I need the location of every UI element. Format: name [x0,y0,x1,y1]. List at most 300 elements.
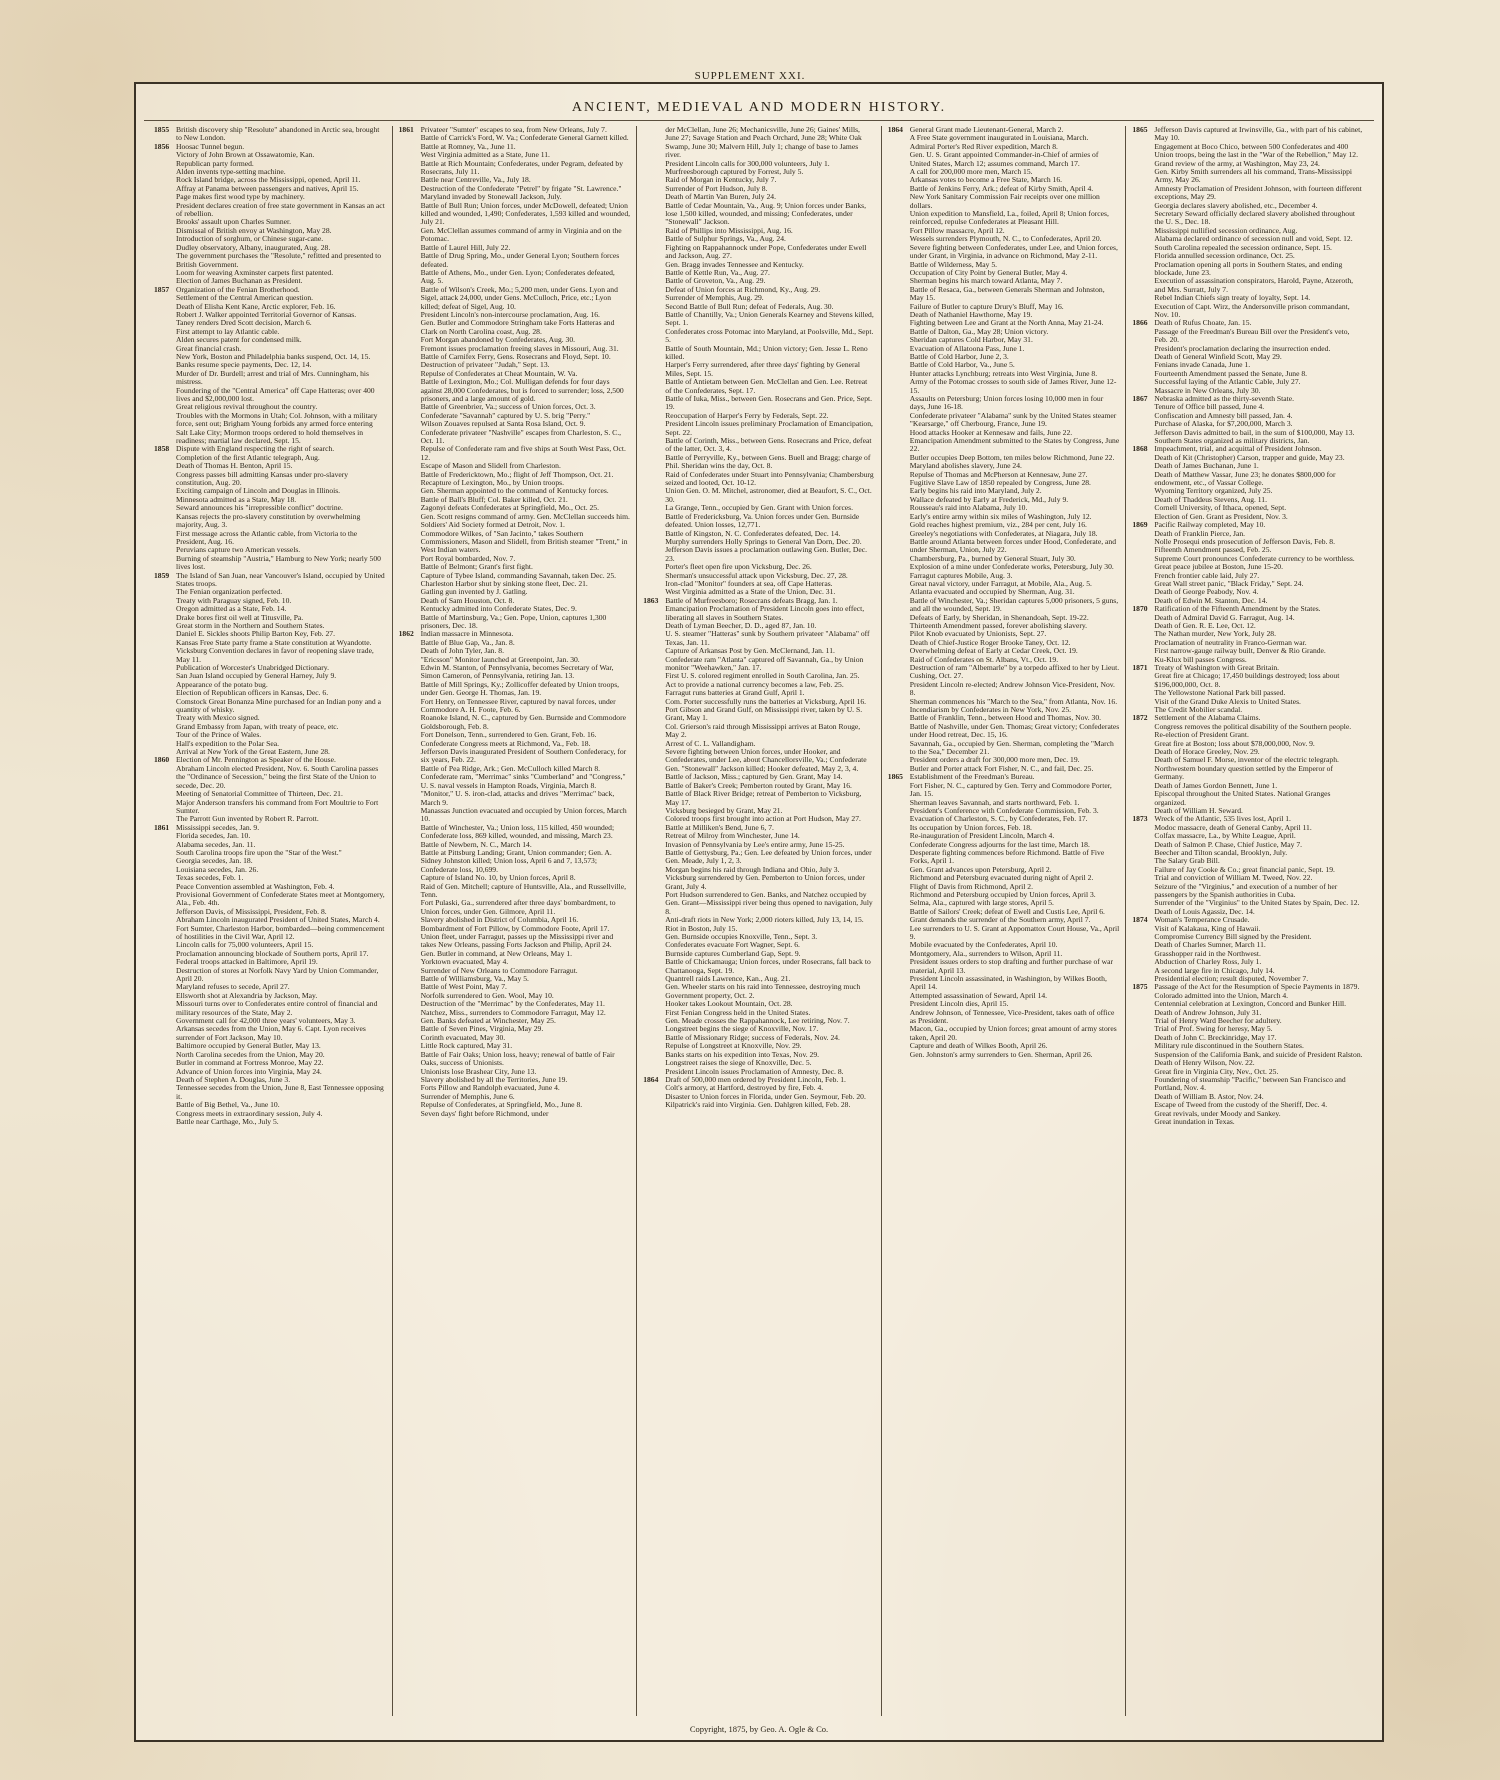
entry-text: Abraham Lincoln elected President, Nov. 6. South Carolina passes the "Ordinance of Secession," being the first State of the Union to secede, Dec. 20. [176,763,379,790]
entry-text: Battle of Jenkins Ferry, Ark.; defeat of Kirby Smith, April 4. [909,183,1094,193]
entry-text: Tennessee secedes from the Union, June 8, East Tennessee opposing it. [176,1083,384,1101]
entry-text: Great fire in Virginia City, Nev., Oct. 25. [1154,1066,1279,1076]
history-entry [399,773,631,790]
entry-text: Settlement of the Alabama Claims. [1154,713,1261,723]
entry-year [399,572,421,580]
entry-text: Battle of Carnifex Ferry, Gens. Rosecrans and Floyd, Sept. 10. [420,351,611,361]
entry-text: Death of George Peabody, Nov. 4. [1154,587,1259,597]
entry-year [1132,202,1154,210]
history-entry [154,1084,386,1101]
entry-text: Rock Island bridge, across the Mississippi, opened, April 11. [176,175,361,185]
entry-text: Battle of Newbern, N. C., March 14. [420,839,532,849]
entry-text: Charleston Harbor shut by sinking stone fleet, Dec. 21. [420,578,588,588]
entry-year [1132,530,1154,538]
entry-year [643,261,665,269]
entry-year [643,1000,665,1008]
history-entry [643,361,875,378]
history-entry [399,1051,631,1068]
entry-text: Failure of Butler to capture Drury's Bluff, May 16. [909,301,1064,311]
entry-text: Draft of 500,000 men ordered by President Lincoln, Feb. 1. [665,1074,846,1084]
history-entry [643,202,875,227]
entry-text: Completion of the first Atlantic telegraph, Aug. [176,452,320,462]
history-entry [399,664,631,681]
entry-year [888,555,910,563]
entry-year [399,841,421,849]
entry-year [888,908,910,916]
entry-text: Battle of Kettle Run, Va., Aug. 27. [665,267,770,277]
entry-year [888,378,910,395]
entry-text: Battle of Corinth, Miss., between Gens. Rosecrans and Price, defeat of the latter, Oct. 3, 4. [665,436,872,454]
history-entry [1132,765,1364,782]
entry-text: Woman's Temperance Crusade. [1154,915,1250,925]
history-entry [888,1009,1120,1026]
entry-year [399,916,421,924]
entry-text: Gen. Grant advances upon Petersburg, April 2. [909,864,1052,874]
entry-year [154,185,176,193]
entry-text: Surrender of New Orleans to Commodore Farragut. [420,965,578,975]
entry-year [643,1101,665,1109]
history-entry [643,437,875,454]
entry-year [888,370,910,378]
entry-text: Wilson Zouaves repulsed at Santa Rosa Island, Oct. 9. [420,419,586,429]
entry-year: 1865 [887,772,903,782]
entry-year [643,420,665,437]
entry-text: Rebel Indian Chiefs sign treaty of loyalty, Sept. 14. [1154,293,1311,303]
history-entry [154,1025,386,1042]
history-entry [888,958,1120,975]
entry-year: 1858 [154,444,170,454]
entry-year [1132,1009,1154,1017]
entry-year [643,698,665,706]
history-entry [643,395,875,412]
entry-year [1132,1000,1154,1008]
entry-text: Battle of Mill Springs, Ky.; Zollicoffer defeated by Union troops, under Gen. George H. Thomas, Jan. 19. [420,679,620,698]
entry-year [399,286,421,311]
entry-text: Disaster to Union forces in Florida, under Gen. Seymour, Feb. 20. [665,1091,866,1101]
entry-year [643,378,665,395]
entry-text: Tenure of Office bill passed, June 4. [1154,402,1265,412]
entry-year [888,622,910,630]
entry-text: Battle at Romney, Va., June 11. [420,141,516,151]
entry-year [1132,841,1154,849]
entry-year [643,202,665,227]
entry-year [154,513,176,530]
entry-text: Butler in command at Fortress Monroe, May 22. [176,1058,324,1068]
entry-year [1132,1051,1154,1059]
entry-year [154,530,176,547]
entry-year [154,723,176,731]
entry-text: Election of Gen. Grant as President, Nov. 3. [1154,511,1288,521]
entry-text: Death of Martin Van Buren, July 24. [665,192,776,202]
entry-year [888,395,910,412]
entry-year [888,1009,910,1026]
entry-text: Defeat of Union forces at Richmond, Ky., Aug. 29. [665,284,821,294]
entry-text: Military rule discontinued in the Southern States. [1154,1041,1304,1051]
entry-year [888,614,910,622]
entry-text: Com. Porter successfully runs the batteries at Vicksburg, April 16. [665,696,867,706]
entry-text: Gen. Kirby Smith surrenders all his command, Trans-Mississippi Army, May 26. [1154,167,1353,185]
entry-text: Chambersburg, Pa., burned by General Stuart, July 30. [909,553,1076,563]
entry-year: 1875 [1132,982,1148,992]
entry-text: Vicksburg surrendered by Gen. Pemberton to Union forces, under Grant, July 4. [665,873,865,891]
entry-text: San Juan Island occupied by General Harney, July 9. [176,671,337,681]
entry-year [399,496,421,504]
entry-year [154,714,176,722]
entry-text: Battle of Blue Gap, Va., Jan. 8. [420,637,515,647]
history-entry [643,723,875,740]
entry-text: Battle at Milliken's Bend, June 6, 7. [665,822,774,832]
entry-text: Establishment of the Freedman's Bureau. [909,772,1035,782]
entry-year [1132,1110,1154,1118]
entry-text: Bombardment of Fort Pillow, by Commodore Foote, April 17. [420,923,610,933]
entry-year [154,319,176,327]
entry-text: Gen. Sherman appointed to the command of Kentucky forces. [420,486,609,496]
entry-text: Beecher and Tilton scandal, Brooklyn, July. [1154,847,1288,857]
entry-text: Yorktown evacuated, May 4. [420,957,509,967]
entry-text: Richmond and Petersburg evacuated during night of April 2. [909,873,1094,883]
entry-year [1132,790,1154,807]
entry-year [399,1042,421,1050]
history-entry [154,252,386,269]
history-entry [399,319,631,336]
entry-text: Great inundation in Texas. [1154,1116,1235,1126]
entry-year [1132,252,1154,260]
entry-year [643,1017,665,1025]
entry-text: Missouri turns over to Confederates entire control of financial and military resources of the State, May 2. [176,999,378,1017]
history-entry [643,958,875,975]
entry-text: Battle of Iuka, Miss., between Gen. Rosecrans and Gen. Price, Sept. 19. [665,394,873,412]
entry-year [154,202,176,219]
entry-text: Wessels surrenders Plymouth, N. C., to Confederates, April 20. [909,234,1102,244]
entry-year [399,160,421,177]
entry-year [154,218,176,226]
entry-year [154,1110,176,1118]
entry-text: Northwestern boundary question settled by the Emperor of Germany. [1154,763,1333,782]
entry-text: Publication of Worcester's Unabridged Dictionary. [176,663,330,672]
entry-text: Great storm in the Northern and Southern States. [176,620,325,630]
entry-year [399,336,421,344]
column-2 [393,126,638,1716]
entry-year [1132,782,1154,790]
entry-text: Death of Matthew Vassar, June 23; he donates $800,000 for endowment, etc., of Vassar College. [1154,469,1336,488]
entry-year [1132,370,1154,378]
entry-year [888,471,910,479]
entry-text: Confederates evacuate Fort Wagner, Sept. 6. [665,940,800,950]
history-entry [1132,126,1364,143]
entry-text: Death of Thaddeus Stevens, Aug. 11. [1154,494,1267,504]
entry-year [399,1076,421,1084]
entry-year [154,1068,176,1076]
entry-year [888,664,910,681]
entry-text: Jefferson Davis captured at Irwinsville, Ga., with part of his cabinet, May 10. [1154,126,1363,143]
entry-year [888,639,910,647]
entry-text: Modoc massacre, death of General Canby, April 11. [1154,822,1312,832]
entry-text: First narrow-gauge railway built, Denver & Rio Grande. [1154,646,1326,656]
entry-year [643,176,665,184]
entry-year [399,588,421,596]
entry-text: Andrew Johnson, of Tennessee, Vice-President, takes oath of office as President. [909,1007,1115,1026]
entry-year [643,916,665,924]
entry-year [154,471,176,488]
entry-year [399,958,421,966]
entry-year [888,572,910,580]
entry-year [399,773,421,790]
entry-year [1132,941,1154,949]
entry-year [1132,723,1154,731]
entry-text: La Grange, Tenn., occupied by Gen. Grant with Union forces. [665,503,854,513]
history-entry [888,193,1120,210]
entry-text: Battle of Cold Harbor, Va., June 5. [909,360,1015,370]
entry-text: Slavery abolished by all the Territories, June 19. [420,1074,568,1084]
entry-year [399,597,421,605]
entry-text: Battle of West Point, May 7. [420,982,507,992]
entry-text: Repulse of Thomas and McPherson at Kennesaw, June 27. [909,469,1088,479]
entry-text: Nebraska admitted as the thirty-seventh State. [1154,394,1294,403]
entry-text: Battle at Rich Mountain; Confederates, under Pegram, defeated by Rosecrans, July 11. [420,158,624,177]
entry-year [888,916,910,924]
entry-text: Death of Kit (Christopher) Carson, trapper and guide, May 23. [1154,452,1345,462]
entry-text: Desperate fighting commences before Richmond. Battle of Five Forks, April 1. [909,847,1105,866]
entry-year [888,227,910,235]
entry-year [643,227,665,235]
entry-text: Battle of Seven Pines, Virginia, May 29. [420,1024,544,1034]
entry-text: Edwin M. Stanton, of Pennsylvania, becomes Secretary of War, Simon Cameron, of Pennsylvania, retiring Jan. 13. [420,663,614,681]
entry-year [154,967,176,984]
entry-text: Capture of Arkansas Post by Gen. McClernand, Jan. 11. [665,646,835,656]
entry-year [1132,361,1154,369]
entry-text: Repulse of Confederate ram and five ships at South West Pass, Oct. 12. [420,444,626,462]
entry-year [154,328,176,336]
entry-year: 1868 [1132,444,1148,454]
entry-text: West Virginia admitted as a State of the Union, Dec. 31. [665,587,836,597]
entry-text: Arrest of C. L. Vallandigham. [665,738,756,748]
entry-year [643,849,665,866]
entry-year [154,639,176,647]
entry-text: Capture and death of Wilkes Booth, April 26. [909,1041,1048,1051]
entry-text: Georgia secedes, Jan. 18. [176,856,253,866]
entry-year [643,563,665,571]
entry-year [399,656,421,664]
entry-text: Gatling gun invented by J. Gatling. [420,587,528,597]
history-entry [1132,303,1364,320]
entry-year [888,168,910,176]
entry-year [888,513,910,521]
entry-year [399,412,421,420]
entry-year [154,252,176,269]
entry-text: Sherman commences his "March to the Sea," from Atlanta, Nov. 16. [909,696,1118,706]
entry-text: Longstreet raises the siege of Knoxville, Dec. 5. [665,1058,812,1068]
entry-year [888,429,910,437]
entry-text: Arkansas secedes from the Union, May 6. Capt. Lyon receives surrender of Fort Jackson, May 10. [176,1024,366,1042]
entry-text: Battle of Nashville, under Gen. Thomas; Great victory; Confederates under Hood retreat, Dec. 15, 16. [909,721,1120,740]
history-entry [643,513,875,530]
entry-year: 1874 [1132,915,1148,925]
entry-year [888,244,910,261]
entry-text: First attempt to lay Atlantic cable. [176,326,280,336]
entry-year [888,815,910,823]
history-entry [399,252,631,269]
entry-year [643,841,665,849]
entry-year [154,765,176,790]
entry-text: Gen. Bragg invades Tennessee and Kentucky. [665,259,804,269]
entry-year [1132,1093,1154,1101]
entry-year [399,605,421,613]
entry-year [154,622,176,630]
history-entry [1132,261,1364,278]
entry-year [154,925,176,942]
entry-text: Manassas Junction evacuated and occupied by Union forces, March 10. [420,805,627,824]
entry-year [399,227,421,244]
entry-text: Destruction of stores at Norfolk Navy Yard by Union Commander, April 20. [176,965,379,984]
entry-year: 1865 [1132,126,1148,134]
entry-year [888,176,910,184]
entry-year [399,445,421,462]
entry-year [643,294,665,302]
history-entry [1132,790,1364,807]
entry-text: Battle of Dalton, Ga., May 28; Union victory. [909,326,1049,336]
entry-year [643,454,665,471]
entry-text: Battle of Fair Oaks; Union loss, heavy; renewal of battle of Fair Oaks, success of Unionists. [420,1049,615,1068]
entry-text: Death of Nathaniel Hawthorne, May 19. [909,309,1033,319]
entry-text: Battle of Antietam between Gen. McClellan and Gen. Lee. Retreat of the Confederates, Sept. 17. [665,377,868,395]
entry-text: Battle of Williamsburg, Va., May 5. [420,974,529,984]
entry-text: Florida annulled secession ordinance, Oct. 25. [1154,251,1295,261]
entry-text: Fifteenth Amendment passed, Feb. 25. [1154,545,1272,555]
entry-text: Battle of Black River Bridge; retreat of Pemberton to Vicksburg, May 17. [665,789,862,807]
entry-text: Battle of Pea Ridge, Ark.; Gen. McCulloch killed March 8. [420,763,601,773]
entry-text: Death of Charles Sumner, March 11. [1154,940,1266,950]
entry-year [643,412,665,420]
entry-text: Battle of Perryville, Ky., between Gens. Buell and Bragg; charge of Phil. Sheridan wins the day, Oct. 8. [665,452,871,471]
entry-text: Soldiers' Aid Society formed at Detroit, Nov. 1. [420,520,565,530]
entry-year [399,370,421,378]
history-entry [643,378,875,395]
entry-year [643,689,665,697]
entry-text: Re-inauguration of President Lincoln, March 4. [909,831,1055,841]
entry-year [399,740,421,748]
entry-year [1132,555,1154,563]
entry-year [1132,832,1154,840]
entry-year [154,1051,176,1059]
history-entry [399,807,631,824]
entry-year [888,714,910,722]
entry-text: Destruction of the "Merrimac" by the Confederates, May 11. [420,999,605,1009]
entry-text: Page makes first wood type by machinery. [176,192,305,202]
entry-year [643,269,665,277]
entry-year [643,983,665,1000]
entry-text: Battle of Carrick's Ford, W. Va.; Confederate General Garnett killed. [420,133,629,143]
entry-text: Battle of Martinsburg, Va.; Gen. Pope, Union, captures 1,300 prisoners, Dec. 18. [420,612,607,630]
entry-text: Repulse of Confederates, at Springfield, Mo., June 8. [420,1100,583,1110]
entry-year [154,992,176,1000]
history-entry [399,790,631,807]
entry-year [888,866,910,874]
entry-year [154,891,176,908]
entry-year [643,958,665,975]
entry-year [888,1042,910,1050]
entry-year [154,462,176,470]
entry-year [399,176,421,184]
history-entry [888,975,1120,992]
entry-year [1132,647,1154,655]
entry-text: New York Sanitary Commission Fair receipts over one million dollars. [909,192,1100,210]
entry-text: Army of the Potomac crosses to south side of James River, June 12-15. [909,377,1117,395]
entry-text: Grasshopper raid in the Northwest. [1154,948,1261,958]
entry-year: 1859 [154,570,170,580]
history-entry [888,244,1120,261]
entry-year [399,992,421,1000]
entry-year [154,605,176,613]
entry-year [154,630,176,638]
history-entry [643,546,875,563]
entry-text: Overwhelming defeat of Early at Cedar Creek, Oct. 19. [909,646,1078,656]
history-entry [888,1025,1120,1042]
entry-text: Port Royal bombarded, Nov. 7. [420,553,516,563]
entry-year [154,731,176,739]
history-entry [1132,328,1364,345]
entry-text: Death of General Winfield Scott, May 29. [1154,351,1282,361]
entry-text: Battle of Gettysburg, Pa.; Gen. Lee defeated by Union forces, under Gen. Meade, July 1, 2, 3. [665,847,872,866]
entry-text: Congress removes the political disability of the Southern people. [1154,721,1352,731]
entry-text: Fighting on Rappahannock under Pope, Confederates under Ewell and Jackson, Aug. 27. [665,242,867,261]
entry-year [888,345,910,353]
history-entry [399,698,631,715]
entry-year [1132,765,1154,782]
entry-year [154,303,176,311]
history-entry [399,714,631,731]
history-entry [1132,210,1364,227]
entry-year [643,975,665,983]
entry-year [399,134,421,142]
entry-year [643,1051,665,1059]
entry-text: Battle of Wilderness, May 5. [909,259,998,269]
entry-year [399,950,421,958]
entry-text: Fort Henry, on Tennessee River, captured by naval forces, under Commodore A. H. Foote, Feb. 6. [420,696,616,715]
entry-text: Admiral Porter's Red River expedition, March 8. [909,141,1058,151]
history-entry [154,698,386,715]
entry-year [888,261,910,269]
entry-year [1132,1017,1154,1025]
entry-year [643,622,665,630]
entry-year [643,950,665,958]
entry-text: Battle of Laurel Hill, July 22. [420,242,511,252]
entry-text: Quantrell raids Lawrence, Kan., Aug. 21. [665,974,791,984]
entry-text: Occupation of City Point by General Butler, May 4. [909,267,1068,277]
history-entry [643,874,875,891]
entry-text: Battle of Chickamauga; Union forces, under Rosecrans, fall back to Chattanooga, Sept. 19. [665,957,871,975]
history-entry [399,849,631,874]
entry-text: North Carolina secedes from the Union, May 20. [176,1049,325,1059]
entry-text: Confiscation and Amnesty bill passed, Jan. 4. [1154,410,1293,420]
history-entry [154,530,386,547]
entry-year [154,160,176,168]
entry-text: Hooker takes Lookout Mountain, Oct. 28. [665,999,793,1009]
entry-year [643,193,665,201]
history-entry [888,597,1120,614]
entry-year [888,134,910,142]
entry-text: Peruvians capture two American vessels. [176,545,301,555]
entry-text: Indian massacre in Minnesota. [420,629,514,639]
entry-text: Hall's expedition to the Polar Sea. [176,738,280,748]
entry-year: 1873 [1132,814,1148,824]
entry-text: Death of Franklin Pierce, Jan. [1154,528,1246,538]
entry-year [1132,1025,1154,1033]
entry-text: The Parrott Gun invented by Robert R. Parrott. [176,814,319,824]
entry-year [399,1084,421,1092]
entry-text: Death of William H. Seward. [1154,805,1243,815]
entry-text: Great peace jubilee at Boston, June 15-20. [1154,562,1284,572]
entry-text: Battle of Fredericksburg, Va. Union forces under Gen. Burnside defeated. Union losses, 12,771. [665,511,860,530]
